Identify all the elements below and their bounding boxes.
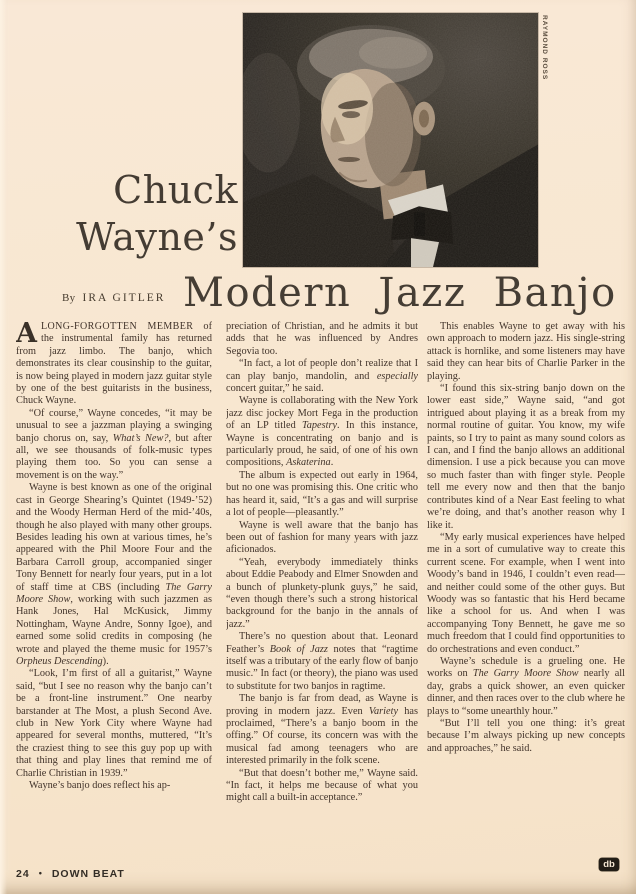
text-run: concert guitar,” he said.: [226, 383, 324, 395]
byline-author-name: IRA GITLER: [82, 292, 166, 304]
article-paragraph: [226, 321, 418, 358]
article-paragraph: [16, 668, 212, 780]
text-run: “Yeah, everybody immediately thinks about Eddie Peabody and Elmer Snowden and a bunch of plunkety-plunk guys,” he said, “even though there’s such a strong historical background for the banjo in the annals of jazz.”: [226, 556, 418, 630]
article-paragraph: [427, 718, 625, 755]
text-run: Wayne is collaborating with the New York jazz disc jockey Mort Fega in the production of an LP titled: [226, 395, 418, 432]
page-footer: [16, 868, 125, 880]
byline: [62, 292, 165, 304]
text-run: , but after all, we see thousands of folk-music types playing them too. So you can sense a movement is on the way.”: [16, 432, 212, 481]
byline-by-label: By: [62, 292, 76, 304]
article-paragraph: [226, 557, 418, 631]
article-paragraph: [16, 408, 212, 482]
article-title: Modern Jazz Banjo: [183, 270, 617, 316]
photo-credit: RAYMOND ROSS: [541, 15, 548, 81]
lead-small-caps: LONG-FORGOTTEN MEMBER: [40, 321, 194, 332]
text-run: “My early musical experiences have helped me in a sort of cumulative way to create this current scene. For example, when I went into Woody’s band in 1946, I couldn’t even read—and neither could some of the other guys. But Woody was so fantastic that his Herd became like a school for us. And when I was accompanying Tony Bennett, he gave me so much freedom that I could find opportunities to do orchestrations and even conduct.”: [427, 531, 625, 655]
page-edge-highlight: [0, 0, 7, 894]
text-run: “In fact, a lot of people don’t realize that I can play banjo, mandolin, and: [226, 358, 418, 382]
down-beat-end-mark: db: [599, 858, 619, 871]
article-column-2: [226, 321, 418, 874]
italic-text-run: Askaterina: [286, 457, 331, 469]
text-run: notes that “ragtime itself was a tributary of the early flow of banjo music.” In fact (or theory), the piano was used to substitute for two banjos in ragtime.: [226, 643, 418, 692]
headline-line-2: Wayne’s: [76, 215, 238, 259]
portrait-illustration: [243, 13, 538, 267]
italic-text-run: especially: [376, 370, 418, 382]
article-paragraph: [427, 321, 625, 383]
italic-text-run: Variety: [368, 705, 399, 717]
italic-text-run: What’s New?: [112, 432, 169, 444]
text-run: “Look, I’m first of all a guitarist,” Wayne said, “but I see no reason why the banjo can’t be a front-line instrument.” One nearby barstander at The Most, a plush Second Ave. club in New York City where Wayne had appeared for several months, muttered, “It’s the craziest thing to see this guy pop up with that thing and play lines that remind me of Charlie Christian in 1939.”: [16, 668, 212, 779]
drop-cap: A: [16, 321, 37, 349]
footer-bullet: •: [38, 868, 43, 878]
article-column-3: [427, 321, 625, 874]
chuck-wayne-portrait-photo: [243, 13, 538, 267]
text-run: .: [330, 457, 334, 469]
text-run: Wayne is well aware that the banjo has been out of fashion for many years with jazz aficionados.: [226, 519, 418, 556]
article-paragraph: [226, 520, 418, 557]
text-run: “I found this six-string banjo down on the lower east side,” Wayne said, “and got intrigued about playing it as a break from my normal routine of guitar. You know, my wife paints, so I try to paint as many sound colors as I can, and I find the banjo allows an additional dimension. I use a pick because you can move so much faster than with finger style. People tell me every now and then that the banjo contributes kind of a Near East feeling to what we’re doing, and that’s another reason why I like it.: [427, 383, 625, 531]
article-paragraph: [226, 631, 418, 693]
text-run: Wayne’s banjo does reflect his ap-: [29, 780, 171, 792]
text-run: has proclaimed, “There’s a banjo boom in the offing.” Of course, its concern was with the musical fad among teenagers who are interested primarily in the folk scene.: [226, 705, 418, 767]
text-run: There’s no question about that. Leonard Feather’s: [226, 631, 418, 655]
article-column-1: [16, 321, 212, 874]
text-run: “But that doesn’t bother me,” Wayne said. “In fact, it helps me because of what you might call a built-in acceptance.”: [226, 767, 418, 804]
article-paragraph: [427, 656, 625, 718]
text-run: , working with such jazzmen as Hank Jones, Hal McKusick, Jimmy Nottingham, Wayne Andre, Sonny Igoe), and earned some solid credits in composing (he wrote and played the theme music for 1957’s: [16, 593, 212, 655]
article-paragraph: [226, 358, 418, 395]
italic-text-run: Book of Jazz: [269, 643, 328, 655]
article-paragraph: [16, 321, 212, 408]
italic-text-run: Orpheus Descending: [16, 655, 103, 667]
article-paragraph: [427, 532, 625, 656]
text-run: Wayne’s schedule is a grueling one. He works on: [427, 655, 625, 680]
italic-text-run: The Garry Moore Show: [16, 581, 212, 605]
text-run: This enables Wayne to get away with his own approach to modern jazz. His single-string attack is hornlike, and some listeners may have said they can hear bits of Charlie Parker in the playing.: [427, 321, 625, 382]
article-paragraph: [16, 780, 212, 792]
text-run: “Of course,” Wayne concedes, “it may be unusual to see a jazzman playing a swinging banjo chorus on, say,: [16, 407, 212, 444]
text-run: The banjo is far from dead, as Wayne is proving in modern jazz. Even: [226, 693, 418, 717]
text-run: The album is expected out early in 1964, but no one was promising this. One critic who has heard it, said, “It’s a gas and will surprise a lot of people—pleasantly.”: [226, 469, 418, 519]
article-paragraph: [226, 395, 418, 469]
text-run: preciation of Christian, and he admits it but adds that he was influenced by Andres Segovia too.: [226, 321, 418, 357]
text-run: Wayne is best known as one of the original cast in George Shearing’s Quintet (1949-’52) and the Woody Herman Herd of the mid-’40s, though he also played with many other groups. Besides leading his own at various times, he’s appeared with the Phil Moore Four and the Barbara Carroll group, accompanied singer Tony Bennett for nearly four years, put in a lot of staff time at CBS (including: [16, 482, 212, 593]
article-paragraph: [16, 482, 212, 668]
text-run: ).: [102, 655, 109, 667]
text-run: . In this instance, Wayne is concentrating on banjo and is particularly proud, he said, of one of his own compositions,: [226, 420, 418, 469]
italic-text-run: The Garry Moore Show: [472, 668, 579, 680]
article-paragraph: [226, 768, 418, 805]
text-run: nearly all day, grabs a quick shower, an even quicker dinner, and then races over to the club where he plays to “some unearthly hour.”: [427, 668, 625, 717]
page-number: 24: [16, 868, 30, 880]
italic-text-run: Tapestry: [301, 420, 338, 432]
magazine-name: DOWN BEAT: [51, 868, 125, 880]
headline-kicker: [20, 167, 238, 261]
article-paragraph: [226, 470, 418, 520]
headline-line-1: Chuck: [113, 168, 238, 212]
text-run: of the instrumental family has returned from jazz limbo. The banjo, which demonstrates its clear cousinship to the guitar, is now being played in modern jazz guitar style by one of the best guitarists in the business, Chuck Wayne.: [16, 321, 212, 407]
article-paragraph: [226, 693, 418, 767]
text-run: “But I’ll tell you one thing: it’s great because I’m always picking up new concepts and approaches,” he said.: [427, 718, 625, 754]
article-paragraph: [427, 383, 625, 532]
